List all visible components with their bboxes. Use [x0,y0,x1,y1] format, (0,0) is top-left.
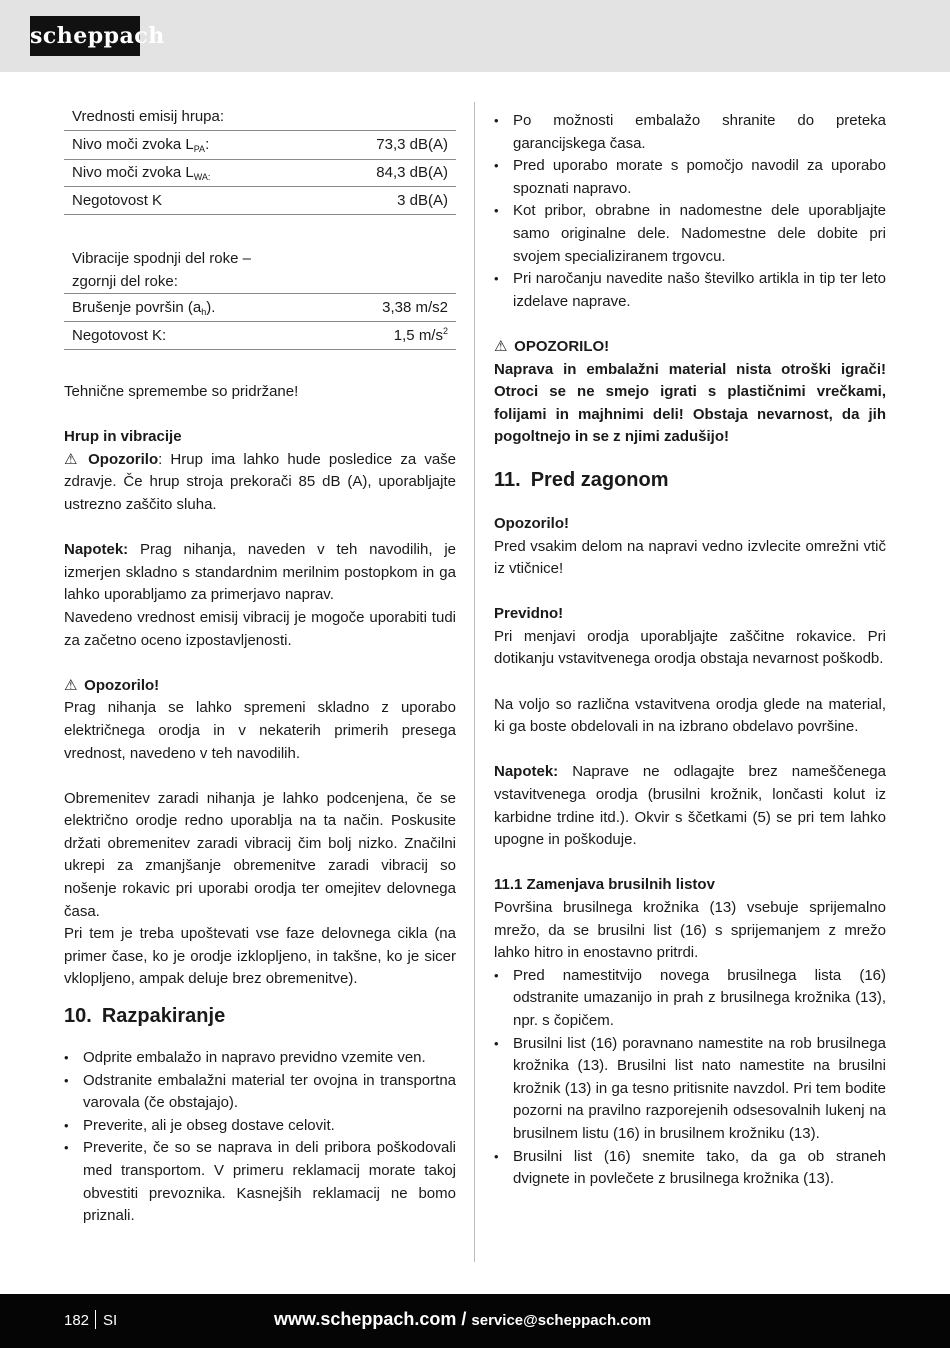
tool-note: Napotek: Naprave ne odlagajte brez nameščenega vstavitvenega orodja (brusilni krožnik, lončasti kolut iz karbidne trdine itd.). Okvir s ščetkami (5) se pri tem lahko upogne in poškoduje. [494,763,886,849]
previdno-text: Pri menjavi orodja uporabljajte zaščitne rokavice. Pri dotikanju vstavitvenega orodja obstaja nevarnost poškodb. [494,627,886,668]
scheppach-logo: scheppach [30,16,140,56]
list-item: • Brusilni list (16) snemite tako, da ga ob straneh dvignete in povlečete z brusilnega krožnika (13). [494,1146,886,1191]
warning-title: ⚠ Opozorilo! [64,675,456,698]
vib-title: Vibracije spodnji del roke – zgornji del roke: [72,250,251,290]
spec-value: 84,3 dB(A) [376,164,448,181]
list-item: • Pred uporabo morate s pomočjo navodil za uporabo spoznati napravo. [494,155,886,200]
spec-rule [64,214,456,215]
tech-changes-note: Tehnične spremembe so pridržane! [64,383,299,400]
noise-warning: ⚠ Opozorilo: Hrup ima lahko hude posledice za vaše zdravje. Če hrup stroja prekorači 85 dB (A), uporabljajte ustrezno zaščito sluha. [64,450,457,513]
list-item: • Pred namestitvijo novega brusilnega lista (16) odstranite umazanijo in prah z brusilnega krožnika (13), npr. s čopičem. [494,965,886,1033]
vibration-note: Napotek: Prag nihanja, naveden v teh navodilih, je izmerjen skladno s standardnim merilnim postopkom in ga lahko uporabljamo za primerjavo naprav. [64,541,456,604]
language-code: SI [103,1312,118,1329]
noise-heading: Hrup in vibracije [64,428,182,446]
warning-icon: ⚠ [64,450,78,468]
spec-label: Brušenje površin $(a_h)$. [72,299,216,317]
list-item: • Odprite embalažo in napravo previdno vzemite ven. [64,1047,456,1070]
spec-label: Nivo moči zvoka $L_{WA:}$ [72,164,211,182]
spec-rule [64,321,456,322]
child-warning-text: Naprava in embalažni material nista otroški igrači! Otroci se ne smejo igrati s plastičnimi vrečkami, folijami in majhnimi deli! Obstaja nevarnost, da jih pogoltnejo in se z njimi zadušijo! [494,360,886,446]
list-item: • Brusilni list (16) poravnano namestite na rob brusilnega krožnika (13). Brusilni list nato namestite na brusilni krožnik (13) in ga tesno pritisnite navzdol. Pri tem bodite pozorni na pravilno razporejenih odsesovalnih lukenj na brusilnem listu (16) in brusilnem krožniku (13). [494,1033,886,1146]
tools-paragraph: Na voljo so različna vstavitvena orodja glede na material, ki ga boste obdelovali in na izbrano obdelavo površine. [494,695,886,736]
page-number: 182 [64,1312,90,1329]
column-divider [474,102,475,1262]
section-10-heading: 10. Razpakiranje [64,1005,226,1028]
subsection-11-1-heading: 11.1 Zamenjava brusilnih listov [494,876,715,894]
footer-separator [95,1310,96,1329]
spec-rule [64,130,456,131]
child-warning-title: ⚠ OPOZORILO! [494,336,886,359]
email-link[interactable]: service@scheppach.com [471,1312,652,1329]
opozorilo-text: Pred vsakim delom na napravi vedno izvlecite omrežni vtič iz vtičnice! [494,537,886,578]
footer-contact: www.scheppach.com / service@scheppach.com [274,1309,652,1329]
sanding-sheet-list [494,965,886,1191]
spec-rule [64,186,456,187]
list-item: • Kot pribor, obrabne in nadomestne dele uporabljajte samo originalne dele. Nadomestne dele dobite pri svojem specializiranem trgovcu. [494,200,886,268]
footer-bar [0,1294,950,1348]
warning-icon: ⚠ [494,337,508,355]
list-item: • Po možnosti embalažo shranite do preteka garancijskega časa. [494,110,886,155]
list-item: • Odstranite embalažni material ter ovojna in transportna varovala (če obstajajo). [64,1070,456,1115]
spec-row-lpa [72,134,448,157]
spec-value: 1,5 $m/s^2$ [393,326,448,344]
spec-row-surface [72,297,448,320]
spec-value: 3 dB(A) [397,192,448,209]
spec-value: 73,3 dB(A) [376,136,448,153]
cycle-paragraph: Pri tem je treba upoštevati vse faze delovnega cikla (na primer čase, ko je orodje izklopljeno, in takšne, ko je sicer vklopljeno, ampak deluje brez obremenitve). [64,925,456,988]
storage-list [494,110,886,313]
warning-text: Prag nihanja se lahko spremeni skladno z uporabo električnega orodja in v nekaterih primerih presega vrednost, navedeno v teh navodilih. [64,699,456,762]
header-bar [0,0,950,72]
spec-row-lwa [72,162,448,185]
spec-title: Vrednosti emisij hrupa: [72,108,225,125]
spec-rule [64,349,456,350]
spec-row-k2 [72,325,448,348]
left-column [64,381,456,1228]
spec-row-k [72,190,448,213]
spec-label: Nivo moči zvoka $L_{PA}$: [72,136,210,154]
subsection-text: Površina brusilnega krožnika (13) vsebuje sprijemalno mrežo, da se brusilni list (16) s sprijemanjem z mrežo lahko hitro in enostavno pritrdi. [494,899,886,962]
spec-label: Negotovost K [72,192,163,209]
load-paragraph: Obremenitev zaradi nihanja je lahko podcenjena, če se električno orodje redno uporablja na ta način. Poskusite držati obremenitev zaradi vibracij čim bolj nizko. Značilni ukrepi za zmanjšanje obremenitve zaradi vibracij so nošenje rokavic pri uporabi orodja ter omejitev delovnega časa. [64,789,456,920]
opozorilo-title: Opozorilo! [494,514,569,532]
right-column [494,110,886,1191]
spec-rule [64,293,456,294]
website-link[interactable]: www.scheppach.com [274,1309,457,1329]
vibration-note-2: Navedeno vrednost emisij vibracij je mogoče uporabiti tudi za začetno oceno izpostavljenosti. [64,608,456,649]
warning-icon: ⚠ [64,676,78,694]
spec-rule [64,159,456,160]
previdno-title: Previdno! [494,605,564,623]
list-item: • Preverite, če so se naprava in deli pribora poškodovali med transportom. V primeru reklamacij morate takoj obvestiti prevoznika. Kasnejših reklamacij ne bomo priznali. [64,1137,456,1227]
unpack-list [64,1047,456,1228]
spec-value: 3,38 m/s2 [382,299,448,316]
list-item: • Pri naročanju navedite našo številko artikla in tip ter leto izdelave naprave. [494,268,886,313]
spec-label: Negotovost K: [72,327,167,344]
section-11-heading: 11. Pred zagonom [494,468,669,491]
list-item: • Preverite, ali je obseg dostave celovit. [64,1115,456,1138]
